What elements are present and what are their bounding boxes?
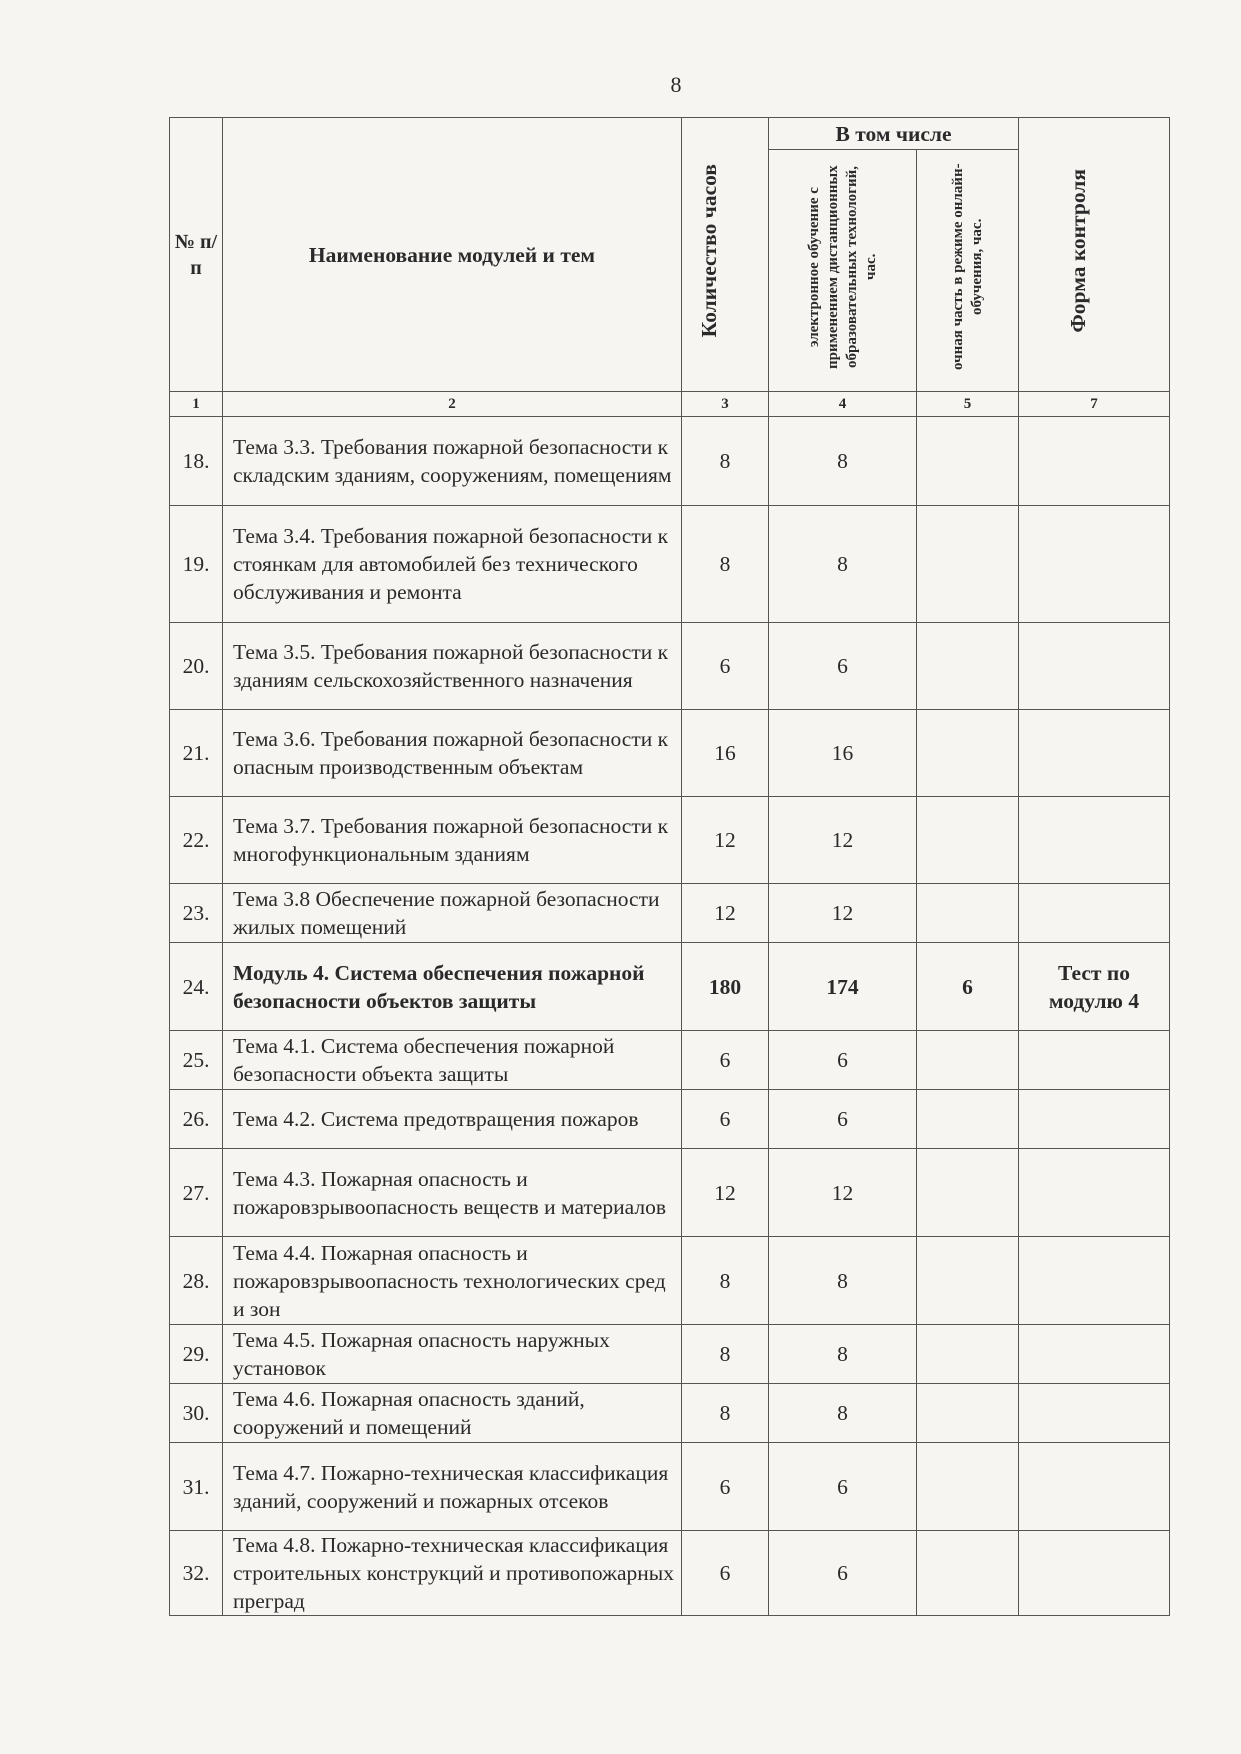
row-hours: 16 <box>682 710 769 797</box>
row-hours: 12 <box>682 1149 769 1237</box>
row-hours: 8 <box>682 417 769 506</box>
column-number: 4 <box>769 392 917 417</box>
header-including: В том числе <box>769 118 1019 150</box>
row-number: 27. <box>170 1149 223 1237</box>
row-hours: 12 <box>682 797 769 884</box>
row-control-form: Тест по модулю 4 <box>1019 943 1170 1031</box>
row-elearning-hours: 6 <box>769 1031 917 1090</box>
row-number: 20. <box>170 623 223 710</box>
header-elearning <box>769 150 917 392</box>
curriculum-table <box>169 117 1170 1616</box>
row-name: Тема 4.6. Пожарная опасность зданий, сооружений и помещений <box>223 1384 682 1443</box>
row-inperson-hours <box>917 1443 1019 1531</box>
row-number: 26. <box>170 1090 223 1149</box>
row-hours: 6 <box>682 1090 769 1149</box>
row-hours: 8 <box>682 1325 769 1384</box>
header-control-text: Форма контроля <box>1066 169 1091 333</box>
row-elearning-hours: 8 <box>769 1237 917 1325</box>
row-inperson-hours <box>917 797 1019 884</box>
row-control-form <box>1019 417 1170 506</box>
row-name: Тема 3.5. Требования пожарной безопасности к зданиям сельскохозяйственного назначения <box>223 623 682 710</box>
header-hours-text: Количество часов <box>697 164 721 338</box>
row-inperson-hours <box>917 506 1019 623</box>
row-inperson-hours <box>917 710 1019 797</box>
row-number: 23. <box>170 884 223 943</box>
row-name: Тема 4.1. Система обеспечения пожарной безопасности объекта защиты <box>223 1031 682 1090</box>
row-elearning-hours: 174 <box>769 943 917 1031</box>
row-elearning-hours: 12 <box>769 797 917 884</box>
table-row <box>170 417 1170 506</box>
table-row <box>170 884 1170 943</box>
row-name: Тема 4.5. Пожарная опасность наружных установок <box>223 1325 682 1384</box>
table-row <box>170 1443 1170 1531</box>
header-hours <box>682 118 769 392</box>
row-inperson-hours <box>917 417 1019 506</box>
row-inperson-hours <box>917 623 1019 710</box>
row-name: Тема 3.6. Требования пожарной безопасности к опасным производственным объектам <box>223 710 682 797</box>
row-hours: 6 <box>682 1031 769 1090</box>
row-hours: 6 <box>682 1443 769 1531</box>
row-number: 24. <box>170 943 223 1031</box>
row-name: Тема 4.8. Пожарно-техническая классификация строительных конструкций и противопожарных преград <box>223 1531 682 1616</box>
table-row <box>170 943 1170 1031</box>
row-number: 21. <box>170 710 223 797</box>
row-number: 25. <box>170 1031 223 1090</box>
row-number: 18. <box>170 417 223 506</box>
row-elearning-hours: 6 <box>769 1531 917 1616</box>
row-elearning-hours: 6 <box>769 623 917 710</box>
header-number: № п/ п <box>170 118 223 392</box>
header-elearning-text: электронное обучение с применением дистанционных образовательных технологий, час. <box>805 165 879 369</box>
row-hours: 6 <box>682 1531 769 1616</box>
column-number: 3 <box>682 392 769 417</box>
table-row <box>170 1325 1170 1384</box>
row-control-form <box>1019 1384 1170 1443</box>
row-hours: 180 <box>682 943 769 1031</box>
row-elearning-hours: 8 <box>769 1384 917 1443</box>
row-control-form <box>1019 1090 1170 1149</box>
row-hours: 8 <box>682 1384 769 1443</box>
header-inperson <box>917 150 1019 392</box>
header-name: Наименование модулей и тем <box>223 118 682 392</box>
row-hours: 6 <box>682 623 769 710</box>
row-elearning-hours: 8 <box>769 506 917 623</box>
table-row <box>170 710 1170 797</box>
table-row <box>170 1384 1170 1443</box>
table-row <box>170 1090 1170 1149</box>
row-elearning-hours: 12 <box>769 884 917 943</box>
column-number-row <box>170 392 1170 417</box>
header-inperson-text: очная часть в режиме онлайн-обучения, час. <box>949 163 985 371</box>
row-inperson-hours <box>917 1031 1019 1090</box>
table-row <box>170 1149 1170 1237</box>
row-inperson-hours <box>917 1237 1019 1325</box>
row-number: 31. <box>170 1443 223 1531</box>
row-elearning-hours: 16 <box>769 710 917 797</box>
column-number: 5 <box>917 392 1019 417</box>
row-control-form <box>1019 797 1170 884</box>
column-number: 2 <box>223 392 682 417</box>
row-elearning-hours: 6 <box>769 1090 917 1149</box>
row-name: Тема 4.3. Пожарная опасность и пожаровзрывоопасность веществ и материалов <box>223 1149 682 1237</box>
row-number: 32. <box>170 1531 223 1616</box>
row-control-form <box>1019 623 1170 710</box>
row-control-form <box>1019 1237 1170 1325</box>
table-row <box>170 1531 1170 1616</box>
table-row <box>170 797 1170 884</box>
row-name: Тема 4.4. Пожарная опасность и пожаровзрывоопасность технологических сред и зон <box>223 1237 682 1325</box>
row-inperson-hours <box>917 1384 1019 1443</box>
row-hours: 8 <box>682 506 769 623</box>
row-name: Тема 3.8 Обеспечение пожарной безопасности жилых помещений <box>223 884 682 943</box>
row-elearning-hours: 8 <box>769 417 917 506</box>
row-name: Тема 4.2. Система предотвращения пожаров <box>223 1090 682 1149</box>
row-name: Тема 3.7. Требования пожарной безопасности к многофункциональным зданиям <box>223 797 682 884</box>
row-elearning-hours: 8 <box>769 1325 917 1384</box>
row-elearning-hours: 6 <box>769 1443 917 1531</box>
row-hours: 8 <box>682 1237 769 1325</box>
row-inperson-hours <box>917 1149 1019 1237</box>
row-hours: 12 <box>682 884 769 943</box>
row-control-form <box>1019 884 1170 943</box>
row-number: 29. <box>170 1325 223 1384</box>
row-control-form <box>1019 710 1170 797</box>
table-row <box>170 623 1170 710</box>
row-control-form <box>1019 1443 1170 1531</box>
row-name: Тема 3.3. Требования пожарной безопасности к складским зданиям, сооружениям, помещениям <box>223 417 682 506</box>
row-number: 30. <box>170 1384 223 1443</box>
column-number: 1 <box>170 392 223 417</box>
row-inperson-hours: 6 <box>917 943 1019 1031</box>
row-inperson-hours <box>917 884 1019 943</box>
row-control-form <box>1019 1031 1170 1090</box>
row-number: 28. <box>170 1237 223 1325</box>
row-inperson-hours <box>917 1531 1019 1616</box>
page-number: 8 <box>670 72 682 97</box>
row-inperson-hours <box>917 1325 1019 1384</box>
row-control-form <box>1019 506 1170 623</box>
column-number: 7 <box>1019 392 1170 417</box>
row-elearning-hours: 12 <box>769 1149 917 1237</box>
row-number: 19. <box>170 506 223 623</box>
row-name: Модуль 4. Система обеспечения пожарной безопасности объектов защиты <box>223 943 682 1031</box>
row-number: 22. <box>170 797 223 884</box>
row-control-form <box>1019 1531 1170 1616</box>
header-control <box>1019 118 1170 392</box>
table-row <box>170 506 1170 623</box>
row-inperson-hours <box>917 1090 1019 1149</box>
table-row <box>170 1237 1170 1325</box>
row-name: Тема 3.4. Требования пожарной безопасности к стоянкам для автомобилей без технического обслуживания и ремонта <box>223 506 682 623</box>
row-control-form <box>1019 1149 1170 1237</box>
row-control-form <box>1019 1325 1170 1384</box>
row-name: Тема 4.7. Пожарно-техническая классификация зданий, сооружений и пожарных отсеков <box>223 1443 682 1531</box>
table-row <box>170 1031 1170 1090</box>
